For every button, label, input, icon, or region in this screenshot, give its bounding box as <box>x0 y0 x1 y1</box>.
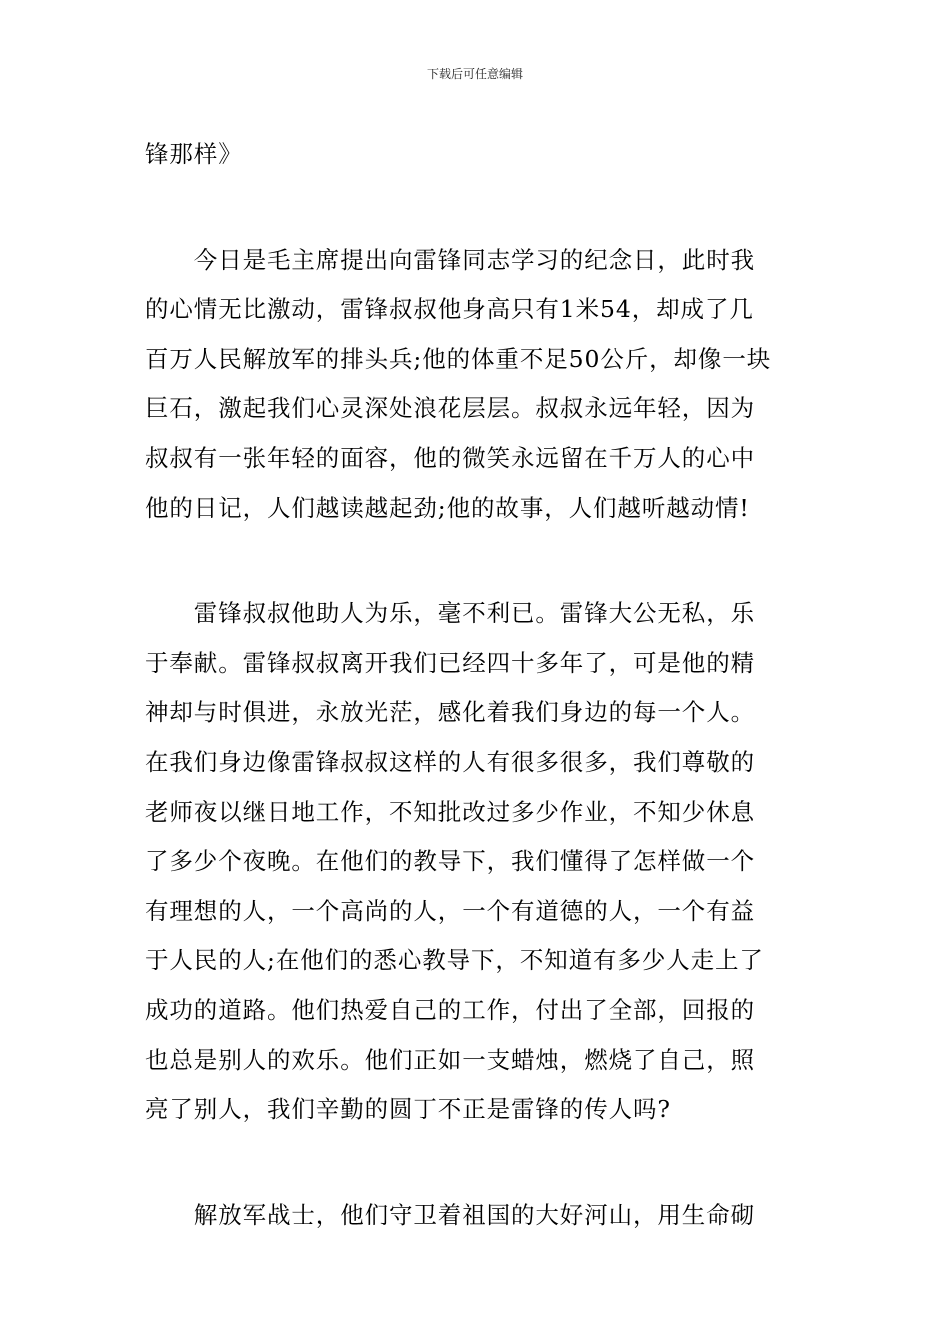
paragraph-3 <box>145 1191 807 1241</box>
paragraph-2-line: 于人民的人;在他们的悉心教导下，不知道有多少人走上了 <box>145 946 764 975</box>
paragraph-2-line: 老师夜以继日地工作，不知批改过多少作业，不知少休息 <box>145 797 755 826</box>
paragraph-2-line: 于奉献。雷锋叔叔离开我们已经四十多年了，可是他的精 <box>145 648 755 677</box>
paragraph-1-line: 巨石，激起我们心灵深处浪花层层。叔叔永远年轻，因为 <box>145 394 755 423</box>
page-header: 下载后可任意编辑 <box>426 67 523 81</box>
paragraph-3-line: 解放军战士，他们守卫着祖国的大好河山，用生命砌 <box>145 1200 755 1229</box>
title-fragment: 锋那样》 <box>145 140 243 168</box>
paragraph-2-line: 在我们身边像雷锋叔叔这样的人有很多很多，我们尊敬的 <box>145 747 755 776</box>
paragraph-1 <box>145 236 807 534</box>
paragraph-1-line: 叔叔有一张年轻的面容，他的微笑永远留在千万人的心中 <box>145 443 755 472</box>
paragraph-2-line: 成功的道路。他们热爱自己的工作，付出了全部，回报的 <box>145 995 755 1024</box>
paragraph-2-line: 有理想的人，一个高尚的人，一个有道德的人，一个有益 <box>145 896 755 925</box>
paragraph-2-line: 了多少个夜晚。在他们的教导下，我们懂得了怎样做一个 <box>145 847 755 876</box>
paragraph-spacer <box>145 1135 807 1191</box>
paragraph-2-line: 雷锋叔叔他助人为乐，毫不利已。雷锋大公无私，乐 <box>145 599 755 628</box>
paragraph-1-line: 百万人民解放军的排头兵;他的体重不足50公斤，却像一块 <box>145 344 772 373</box>
paragraph-2-line: 亮了别人，我们辛勤的圆丁不正是雷锋的传人吗? <box>145 1095 671 1124</box>
paragraph-2-line: 神却与时俱进，永放光茫，感化着我们身边的每一个人。 <box>145 698 755 727</box>
paragraph-1-line: 的心情无比激动，雷锋叔叔他身高只有1米54，却成了几 <box>145 295 754 324</box>
document-body <box>145 130 807 1240</box>
paragraph-2 <box>145 589 807 1135</box>
paragraph-2-line: 也总是别人的欢乐。他们正如一支蜡烛，燃烧了自己，照 <box>145 1045 755 1074</box>
paragraph-1-line: 他的日记，人们越读越起劲;他的故事，人们越听越动情! <box>145 493 750 522</box>
paragraph-spacer <box>145 180 807 236</box>
paragraph-1-line: 今日是毛主席提出向雷锋同志学习的纪念日，此时我 <box>145 245 755 274</box>
paragraph-spacer <box>145 533 807 589</box>
